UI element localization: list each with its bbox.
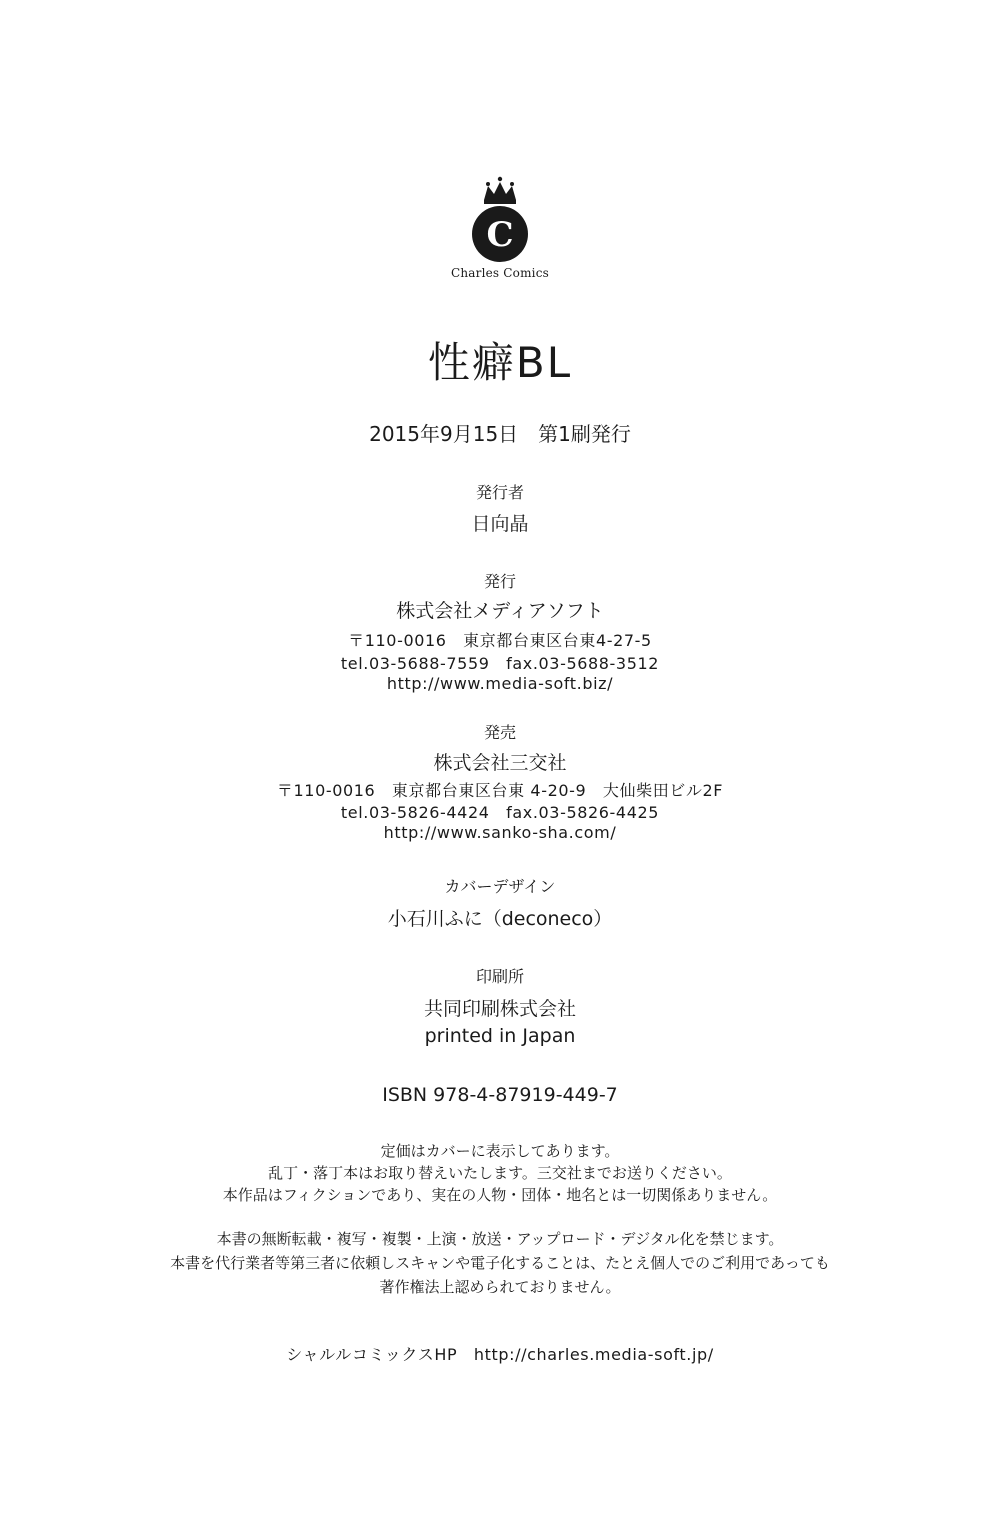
logo-letter: C xyxy=(486,215,514,255)
logo-label: Charles Comics xyxy=(450,266,549,280)
publisher-person-name: 日向晶 xyxy=(471,513,529,535)
notice-replacement: 乱丁・落丁本はお取り替えいたします。三交社までお送りください。 xyxy=(268,1164,732,1182)
isbn: ISBN 978-4-87919-449-7 xyxy=(382,1084,618,1106)
printer-company: 共同印刷株式会社 xyxy=(423,998,576,1020)
distributor-contact: tel.03-5826-4424 fax.03-5826-4425 xyxy=(340,803,660,822)
distributor-address: 〒110-0016 東京都台東区台東 4-20-9 大仙柴田ビル2F xyxy=(276,781,724,800)
notice-price: 定価はカバーに表示してあります。 xyxy=(380,1142,620,1160)
homepage: シャルルコミックスHP http://charles.media-soft.jp/ xyxy=(286,1345,714,1364)
publisher-label: 発行 xyxy=(483,572,516,591)
publisher-person-label: 発行者 xyxy=(475,483,524,502)
publisher-contact: tel.03-5688-7559 fax.03-5688-3512 xyxy=(340,654,660,673)
cover-design-label: カバーデザイン xyxy=(444,877,556,896)
issue-date: 2015年9月15日 第1刷発行 xyxy=(369,422,631,446)
cover-design-name: 小石川ふに（deconeco） xyxy=(387,908,613,930)
printer-note: printed in Japan xyxy=(424,1025,576,1047)
copyright-line-2: 本書を代行業者等第三者に依頼しスキャンや電子化することは、たとえ個人でのご利用であっても xyxy=(170,1254,830,1272)
distributor-url: http://www.sanko-sha.com/ xyxy=(383,823,617,842)
crown-icon xyxy=(484,177,516,204)
notice-fiction: 本作品はフィクションであり、実在の人物・団体・地名とは一切関係ありません。 xyxy=(222,1186,778,1204)
book-title: 性癖BL xyxy=(427,338,573,387)
copyright-line-3: 著作権法上認められておりません。 xyxy=(379,1278,621,1296)
distributor-label: 発売 xyxy=(483,723,516,742)
publisher-company: 株式会社メディアソフト xyxy=(396,600,604,622)
distributor-company: 株式会社三交社 xyxy=(433,752,567,774)
copyright-line-1: 本書の無断転載・複写・複製・上演・放送・アップロード・デジタル化を禁じます。 xyxy=(216,1230,784,1248)
publisher-url: http://www.media-soft.biz/ xyxy=(386,674,614,693)
printer-label: 印刷所 xyxy=(475,967,524,986)
publisher-address: 〒110-0016 東京都台東区台東4-27-5 xyxy=(348,631,652,650)
